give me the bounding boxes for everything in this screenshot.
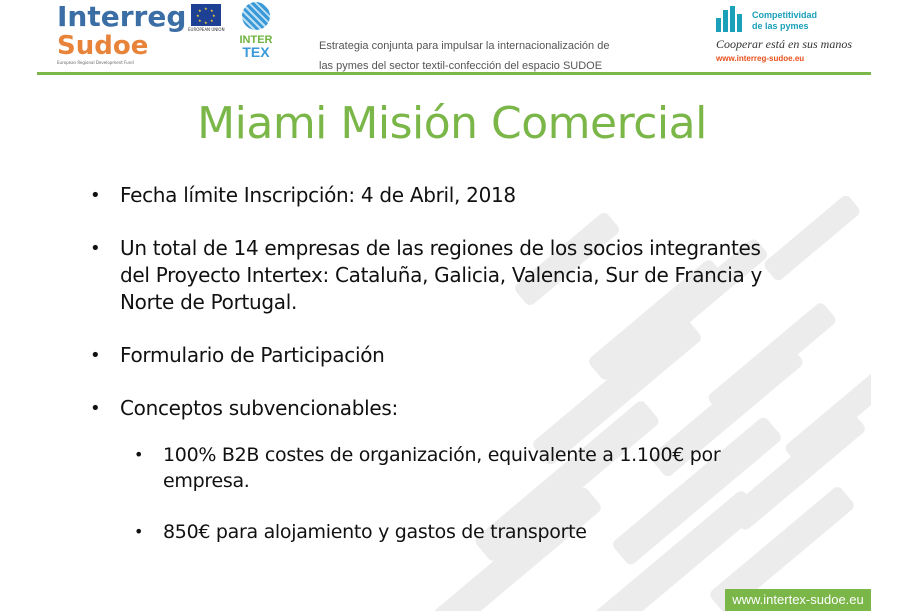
interreg-sudoe-logo <box>57 2 186 65</box>
intertex-inter: INTER <box>239 34 273 46</box>
erdf-caption: European Regional Development Fund <box>57 60 134 65</box>
eu-flag-icon: ★ ★ ★ ★ ★ ★ ★ ★ <box>191 4 221 26</box>
interreg-wordmark: Interreg <box>57 0 187 33</box>
main-bullet-list <box>90 182 790 448</box>
slide-title: Miami Misión Comercial <box>197 98 707 149</box>
competitividad-text <box>752 10 817 32</box>
intertex-logo <box>238 2 274 64</box>
sudoe-wordmark: Sudoe <box>57 31 149 61</box>
header-divider <box>37 72 871 75</box>
interreg-website-link[interactable]: www.interreg-sudoe.eu <box>716 54 805 63</box>
eu-caption: EUROPEAN UNION <box>188 27 225 32</box>
intertex-website-link[interactable]: www.intertex-sudoe.eu <box>725 589 871 611</box>
header-banner <box>0 0 904 74</box>
cooperar-slogan: Cooperar está en sus manos <box>716 37 853 51</box>
comp-line-2: de las pymes <box>752 21 809 31</box>
project-tagline <box>319 36 609 76</box>
sub-bullet-list <box>134 442 754 570</box>
bullet-deadline: • Fecha límite Inscripción: 4 de Abril, 2018 <box>90 182 790 209</box>
intertex-tex: TEX <box>242 44 270 60</box>
intertex-wordmark <box>238 34 274 58</box>
sub-bullet-b2b: • 100% B2B costes de organización, equivalente a 1.100€ por empresa. <box>134 442 754 494</box>
buildings-icon <box>716 6 746 32</box>
bullet-concepts: • Conceptos subvencionables: <box>90 395 790 422</box>
bullet-participation-form[interactable]: • Formulario de Participación <box>90 342 790 369</box>
comp-line-1: Competitividad <box>752 10 818 20</box>
sub-bullet-accommodation: • 850€ para alojamiento y gastos de transporte <box>134 519 754 545</box>
bullet-companies: • Un total de 14 empresas de las regiones de los socios integrantes del Proyecto Intertex: Cataluña, Galicia, Valencia, Sur de Francia y Norte de Portugal. <box>90 235 790 316</box>
tagline-line-2: las pymes del sector textil-confección del espacio SUDOE <box>319 60 603 72</box>
tagline-line-1: Estrategia conjunta para impulsar la internacionalización de <box>319 40 610 52</box>
intertex-globe-icon <box>242 2 270 30</box>
